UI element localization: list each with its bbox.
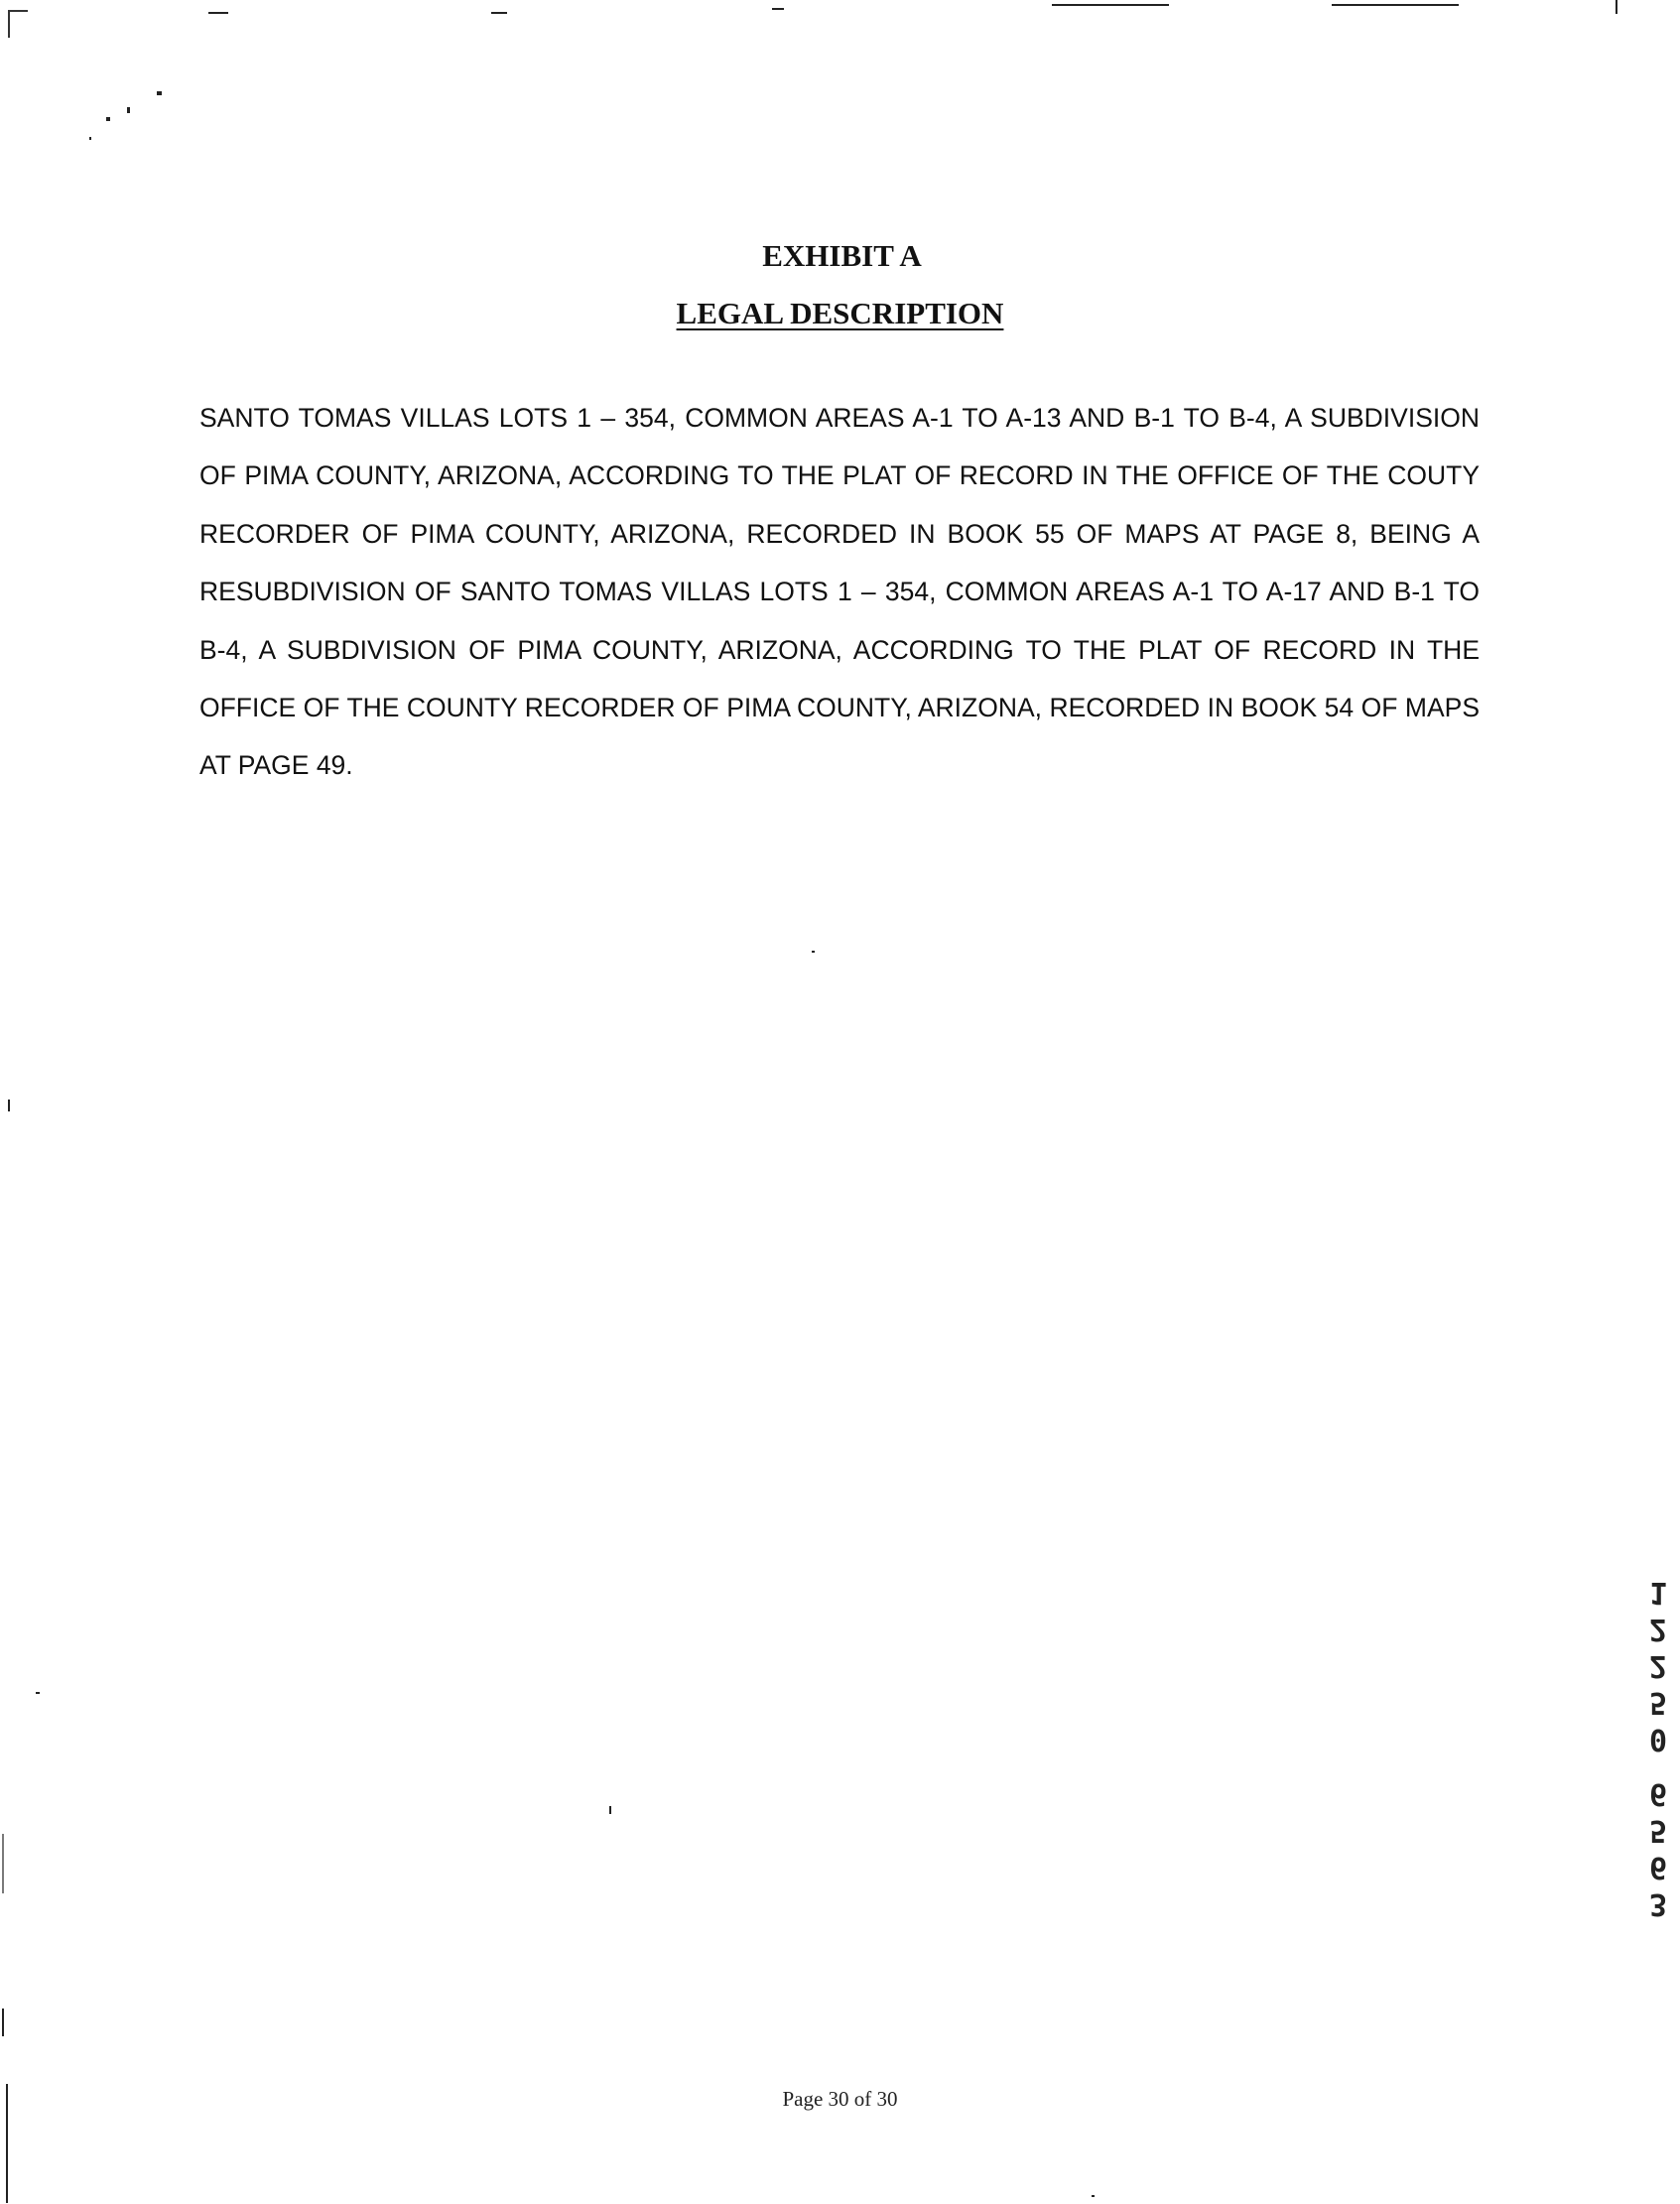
stamp-digit: 2 [1648, 1612, 1668, 1646]
scan-artifact [36, 1692, 40, 1694]
stamp-digit: 2 [1648, 1648, 1668, 1683]
scan-artifact [1332, 4, 1459, 6]
section-title-text: LEGAL DESCRIPTION [676, 296, 1004, 330]
scan-artifact [1615, 0, 1617, 14]
scan-artifact [1092, 2195, 1095, 2197]
section-title [0, 296, 1680, 331]
stamp-digit: 5 [1648, 1685, 1668, 1720]
scan-artifact [157, 91, 162, 95]
scan-artifact [772, 8, 784, 10]
scan-artifact [491, 12, 507, 14]
stamp-gap [1644, 1757, 1672, 1775]
page-number-footer: Page 30 of 30 [782, 2087, 898, 2111]
scan-artifact [89, 137, 91, 140]
scan-artifact [127, 107, 130, 113]
scan-artifact [609, 1806, 611, 1814]
legal-description-paragraph: SANTO TOMAS VILLAS LOTS 1 – 354, COMMON AREAS A-1 TO A-13 AND B-1 TO B-4, A SUBDIVISION OF PIMA COUNTY, ARIZONA, ACCORDING TO THE PLAT OF RECORD IN THE OFFICE OF THE COUTY RECORDER OF PIMA COUNTY, ARIZONA, RECORDED IN BOOK 55 OF MAPS AT PAGE 8, BEING A RESUBDIVISION OF SANTO TOMAS VILLAS LOTS 1 – 354, COMMON AREAS A-1 TO A-17 AND B-1 TO B-4, A SUBDIVISION OF PIMA COUNTY, ARIZONA, ACCORDING TO THE PLAT OF RECORD IN THE OFFICE OF THE COUNTY RECORDER OF PIMA COUNTY, ARIZONA, RECORDED IN BOOK 54 OF MAPS AT PAGE 49. [199, 403, 1480, 781]
scan-artifact [1052, 4, 1169, 6]
stamp-digit: 3 [1648, 1886, 1668, 1921]
scan-artifact [2, 1834, 4, 1893]
stamp-digit: 1 [1648, 1575, 1668, 1610]
scan-artifact [106, 117, 110, 121]
stamp-digit: 6 [1648, 1776, 1668, 1811]
scan-artifact [8, 1100, 10, 1111]
stamp-digit: 6 [1648, 1850, 1668, 1884]
stamp-digit: 5 [1648, 1813, 1668, 1848]
scan-artifact [208, 12, 228, 14]
stamp-digit: 0 [1648, 1722, 1668, 1756]
scan-corner-mark [8, 10, 28, 38]
scan-artifact [812, 951, 815, 953]
scan-artifact [2, 2009, 4, 2036]
recording-stamp-number [1644, 1574, 1672, 1922]
exhibit-title: EXHIBIT A [762, 238, 922, 273]
